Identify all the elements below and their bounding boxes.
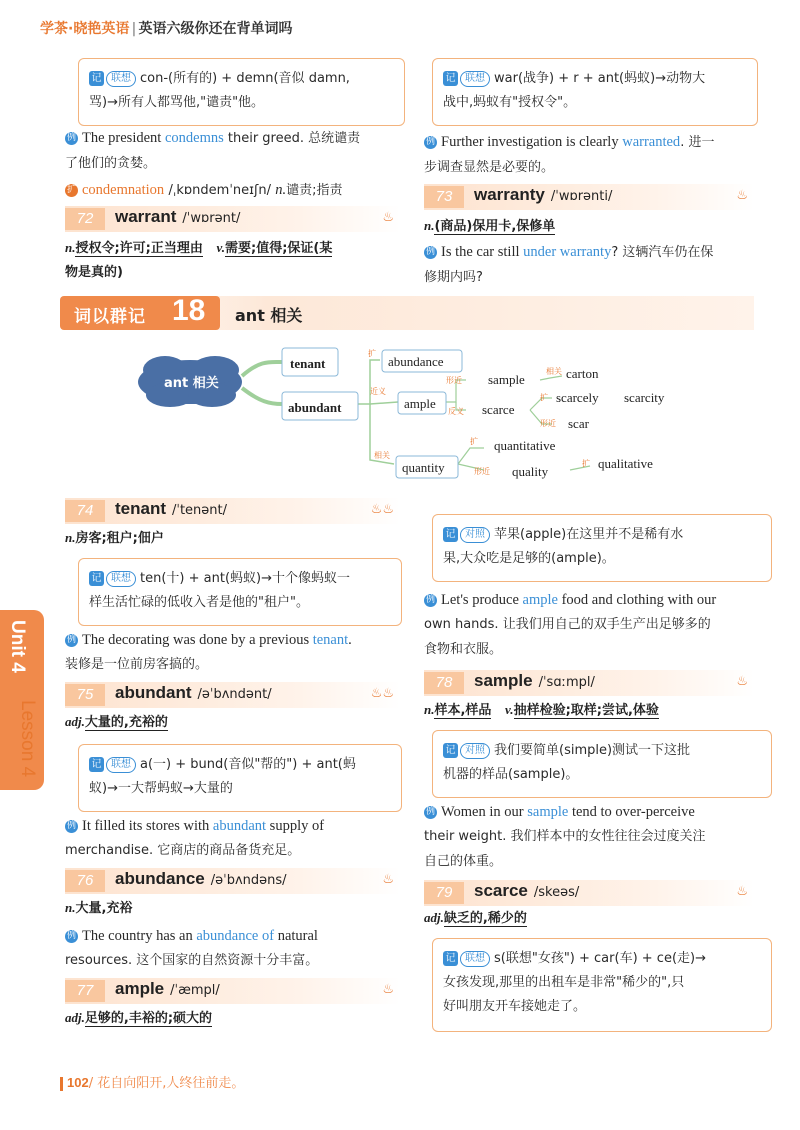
headword: warrant /ˈwɒrənt/ [115, 207, 241, 226]
word-header-72 [65, 206, 400, 232]
page-number: 102 [67, 1075, 89, 1090]
word-definition-79: adj.缺乏的,稀少的 [424, 910, 527, 926]
example-icon: 例 [66, 821, 76, 831]
word-definition-75: adj.大量的,充裕的 [65, 714, 168, 730]
word-definition-73: n.(商品)保用卡,保修单 [424, 218, 556, 234]
svg-text:扩: 扩 [368, 349, 376, 358]
star-icon: ♨ [382, 210, 394, 225]
star-icon: ♨ [382, 982, 394, 997]
ample-tip-box: 记 对照 苹果(apple)在这里并不是稀有水 果,大众吃是足够的(ample)。 [432, 514, 772, 582]
tip-line: con-(所有的) + demn(音似 damn, [140, 71, 350, 86]
example-icon: 例 [425, 595, 435, 605]
svg-text:qualitative: qualitative [598, 456, 653, 471]
svg-text:carton: carton [566, 366, 599, 381]
scarce-tip-box: 记 联想 s(联想"女孩") + car(车) + ce(走)→ 女孩发现,那里的出租车是非常"稀少的",只 好叫朋友开车接她走了。 [432, 938, 772, 1032]
tip-line: 骂)→所有人都骂他,"谴责"他。 [89, 95, 265, 110]
warrant-example: 例 Further investigation is clearly warranted. 进一 步调查显然是必要的。 [424, 134, 715, 175]
word-header-76: 76 abundance /əˈbʌndəns/ ♨ [65, 868, 400, 894]
memory-icon: 记 [89, 757, 104, 772]
banner-label-box: 词以群记 18 [60, 296, 220, 330]
highlight-word: condemns [164, 130, 224, 146]
banner-subtitle: ant 相关 [235, 306, 303, 325]
svg-text:scarcity: scarcity [624, 390, 665, 405]
warrant-tip-box: 记 联想 war(战争) + r + ant(蚂蚁)→动物大 战中,蚂蚁有"授权令"。 [432, 58, 758, 126]
svg-text:形近: 形近 [474, 467, 490, 476]
svg-text:形近: 形近 [540, 419, 556, 428]
mind-map [130, 340, 690, 490]
word-definition-77: adj.足够的,丰裕的;硕大的 [65, 1010, 213, 1026]
example-icon: 例 [66, 133, 76, 143]
warranty-example: 例 Is the car still under warranty? 这辆汽车仍在保 修期内吗? [424, 244, 714, 285]
brand: 学茶·晓艳英语 [40, 21, 130, 37]
abundance-example: 例 The country has an abundance of natural resources. 这个国家的自然资源十分丰富。 [65, 928, 319, 968]
tenant-tip-box: 记 联想 ten(十) + ant(蚂蚁)→十个像蚂蚁一 样生活忙碌的低收入者是他的"租户"。 [78, 558, 402, 626]
word-definition-74: n.房客;租户;佃户 [65, 530, 164, 546]
svg-text:反义: 反义 [448, 407, 464, 416]
svg-text:abundance: abundance [388, 354, 444, 369]
example-icon: 例 [425, 807, 435, 817]
svg-text:tenant: tenant [290, 356, 326, 371]
tip-tag: 联想 [106, 71, 136, 87]
svg-text:quality: quality [512, 464, 549, 479]
svg-text:quantity: quantity [402, 460, 445, 475]
ample-example: 例 Let's produce ample food and clothing with our own hands. 让我们用自己的双手生产出足够多的 食物和衣服。 [424, 592, 717, 657]
memory-icon: 记 [443, 951, 458, 966]
memory-icon: 记 [89, 571, 104, 586]
svg-text:ant 相关: ant 相关 [164, 376, 219, 391]
page-footer: 102/ 花自向阳开,人终往前走。 [60, 1072, 244, 1091]
word-header-79: 79 scarce /skeəs/ ♨ [424, 880, 754, 906]
svg-text:扩: 扩 [540, 393, 548, 402]
highlight-word: condemnation [82, 182, 165, 198]
word-definition-72: n.授权令;许可;正当理由 v.需要;值得;保证(某 物是真的) [65, 240, 333, 280]
word-definition-78: n.样本,样品 v.抽样检验;取样;尝试,体验 [424, 702, 659, 718]
sample-tip-box: 记 对照 我们要简单(simple)测试一下这批 机器的样品(sample)。 [432, 730, 772, 798]
word-header-73: 73 warranty /ˈwɒrənti/ ♨ [424, 184, 754, 210]
example-icon: 例 [66, 635, 76, 645]
unit-label: Unit 4 [7, 620, 28, 673]
extend-icon: 扩 [66, 185, 76, 195]
word-header-78: 78 sample /ˈsɑːmpl/ ♨ [424, 670, 754, 696]
svg-text:相关: 相关 [546, 367, 562, 376]
svg-text:scar: scar [568, 416, 589, 431]
svg-text:quantitative: quantitative [494, 438, 556, 453]
star-icon: ♨ [736, 674, 748, 689]
condemnation-entry: 扩 condemnation /ˌkɒndemˈneɪʃn/ n.谴责;指责 [66, 182, 343, 198]
svg-text:scarcely: scarcely [556, 390, 599, 405]
example-icon: 例 [66, 931, 76, 941]
star-icon: ♨ [736, 188, 748, 203]
star-icon: ♨♨ [370, 686, 394, 701]
star-icon: ♨ [382, 872, 394, 887]
footer-motto: 花自向阳开,人终往前走。 [97, 1076, 245, 1091]
memory-icon: 记 [443, 527, 458, 542]
abundant-tip-box: 记 联想 a(一) + bund(音似"帮的") + ant(蚂 蚁)→一大帮蚂蚁→大量的 [78, 744, 402, 812]
svg-text:scarce: scarce [482, 402, 515, 417]
page-header: 学茶·晓艳英语 | 英语六级你还在背单词吗 [40, 21, 293, 37]
svg-text:相关: 相关 [374, 451, 390, 460]
svg-text:近义: 近义 [370, 387, 386, 396]
svg-text:形近: 形近 [446, 376, 462, 385]
word-number: 72 [65, 208, 105, 230]
section-banner [60, 296, 754, 330]
tenant-example: 例 The decorating was done by a previous tenant. 装修是一位前房客搞的。 [65, 632, 352, 672]
memory-icon: 记 [443, 71, 458, 86]
word-definition-76: n.大量,充裕 [65, 900, 133, 916]
word-header-77: 77 ample /ˈæmpl/ ♨ [65, 978, 400, 1004]
abundant-example: 例 It filled its stores with abundant supply of merchandise. 它商店的商品备货充足。 [65, 818, 325, 858]
word-header-75: 75 abundant /əˈbʌndənt/ ♨♨ [65, 682, 400, 708]
lesson-label: Lesson 4 [17, 700, 38, 778]
condemn-example: 例 The president condemns their greed. 总统谴责 了他们的贪婪。 [65, 130, 361, 171]
sample-example: 例 Women in our sample tend to over-perceive their weight. 我们样本中的女性往往会过度关注 自己的体重。 [424, 804, 706, 869]
word-header-74: 74 tenant /ˈtenənt/ ♨♨ [65, 498, 400, 524]
memory-icon: 记 [89, 71, 104, 86]
example-icon: 例 [425, 137, 435, 147]
book-title: 英语六级你还在背单词吗 [138, 21, 293, 37]
svg-text:sample: sample [488, 372, 525, 387]
root-node [138, 356, 242, 407]
svg-text:扩: 扩 [470, 437, 478, 446]
svg-text:abundant: abundant [288, 400, 342, 415]
svg-text:ample: ample [404, 396, 436, 411]
example-icon: 例 [425, 247, 435, 257]
star-icon: ♨ [736, 884, 748, 899]
memory-icon: 记 [443, 743, 458, 758]
star-icon: ♨♨ [370, 502, 394, 517]
condemn-tip-box [78, 58, 405, 126]
svg-text:扩: 扩 [582, 459, 590, 468]
